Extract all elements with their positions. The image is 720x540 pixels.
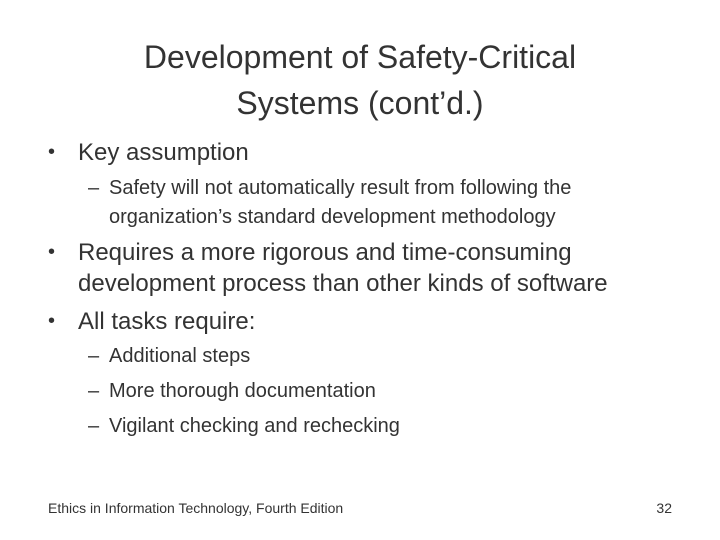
bullet-marker: • <box>48 310 56 332</box>
slide-title-line-1: Development of Safety-Critical <box>143 39 577 75</box>
bullet-key-assumption <box>48 137 668 168</box>
sub-bullet-marker: – <box>88 177 100 199</box>
footer-source: Ethics in Information Technology, Fourth Edition <box>48 500 344 516</box>
sub-bullet-text: Vigilant checking and rechecking <box>109 415 400 437</box>
sub-bullet-documentation <box>88 377 688 406</box>
sub-bullet-marker: – <box>88 345 100 367</box>
bullet-text: Requires a more rigorous and time-consuming development process than other kinds of software <box>78 239 608 297</box>
sub-bullet-checking <box>88 412 688 441</box>
bullet-rigorous-process <box>48 237 668 299</box>
bullet-all-tasks <box>48 306 668 337</box>
sub-bullet-marker: – <box>88 415 100 437</box>
sub-bullet-marker: – <box>88 380 100 402</box>
sub-bullet-text: More thorough documentation <box>109 380 376 402</box>
sub-bullet-text: Safety will not automatically result from following the organization’s standard development methodology <box>109 177 572 228</box>
bullet-text: Key assumption <box>78 139 249 166</box>
bullet-marker: • <box>48 241 56 263</box>
slide-title <box>60 34 660 126</box>
slide-title-line-2: Systems (cont’d.) <box>236 85 484 121</box>
sub-bullet-text: Additional steps <box>109 345 251 367</box>
bullet-text: All tasks require: <box>78 308 256 335</box>
bullet-marker: • <box>48 141 56 163</box>
sub-bullet-additional-steps <box>88 342 688 371</box>
sub-bullet-safety <box>88 174 688 232</box>
page-number: 32 <box>656 500 672 516</box>
